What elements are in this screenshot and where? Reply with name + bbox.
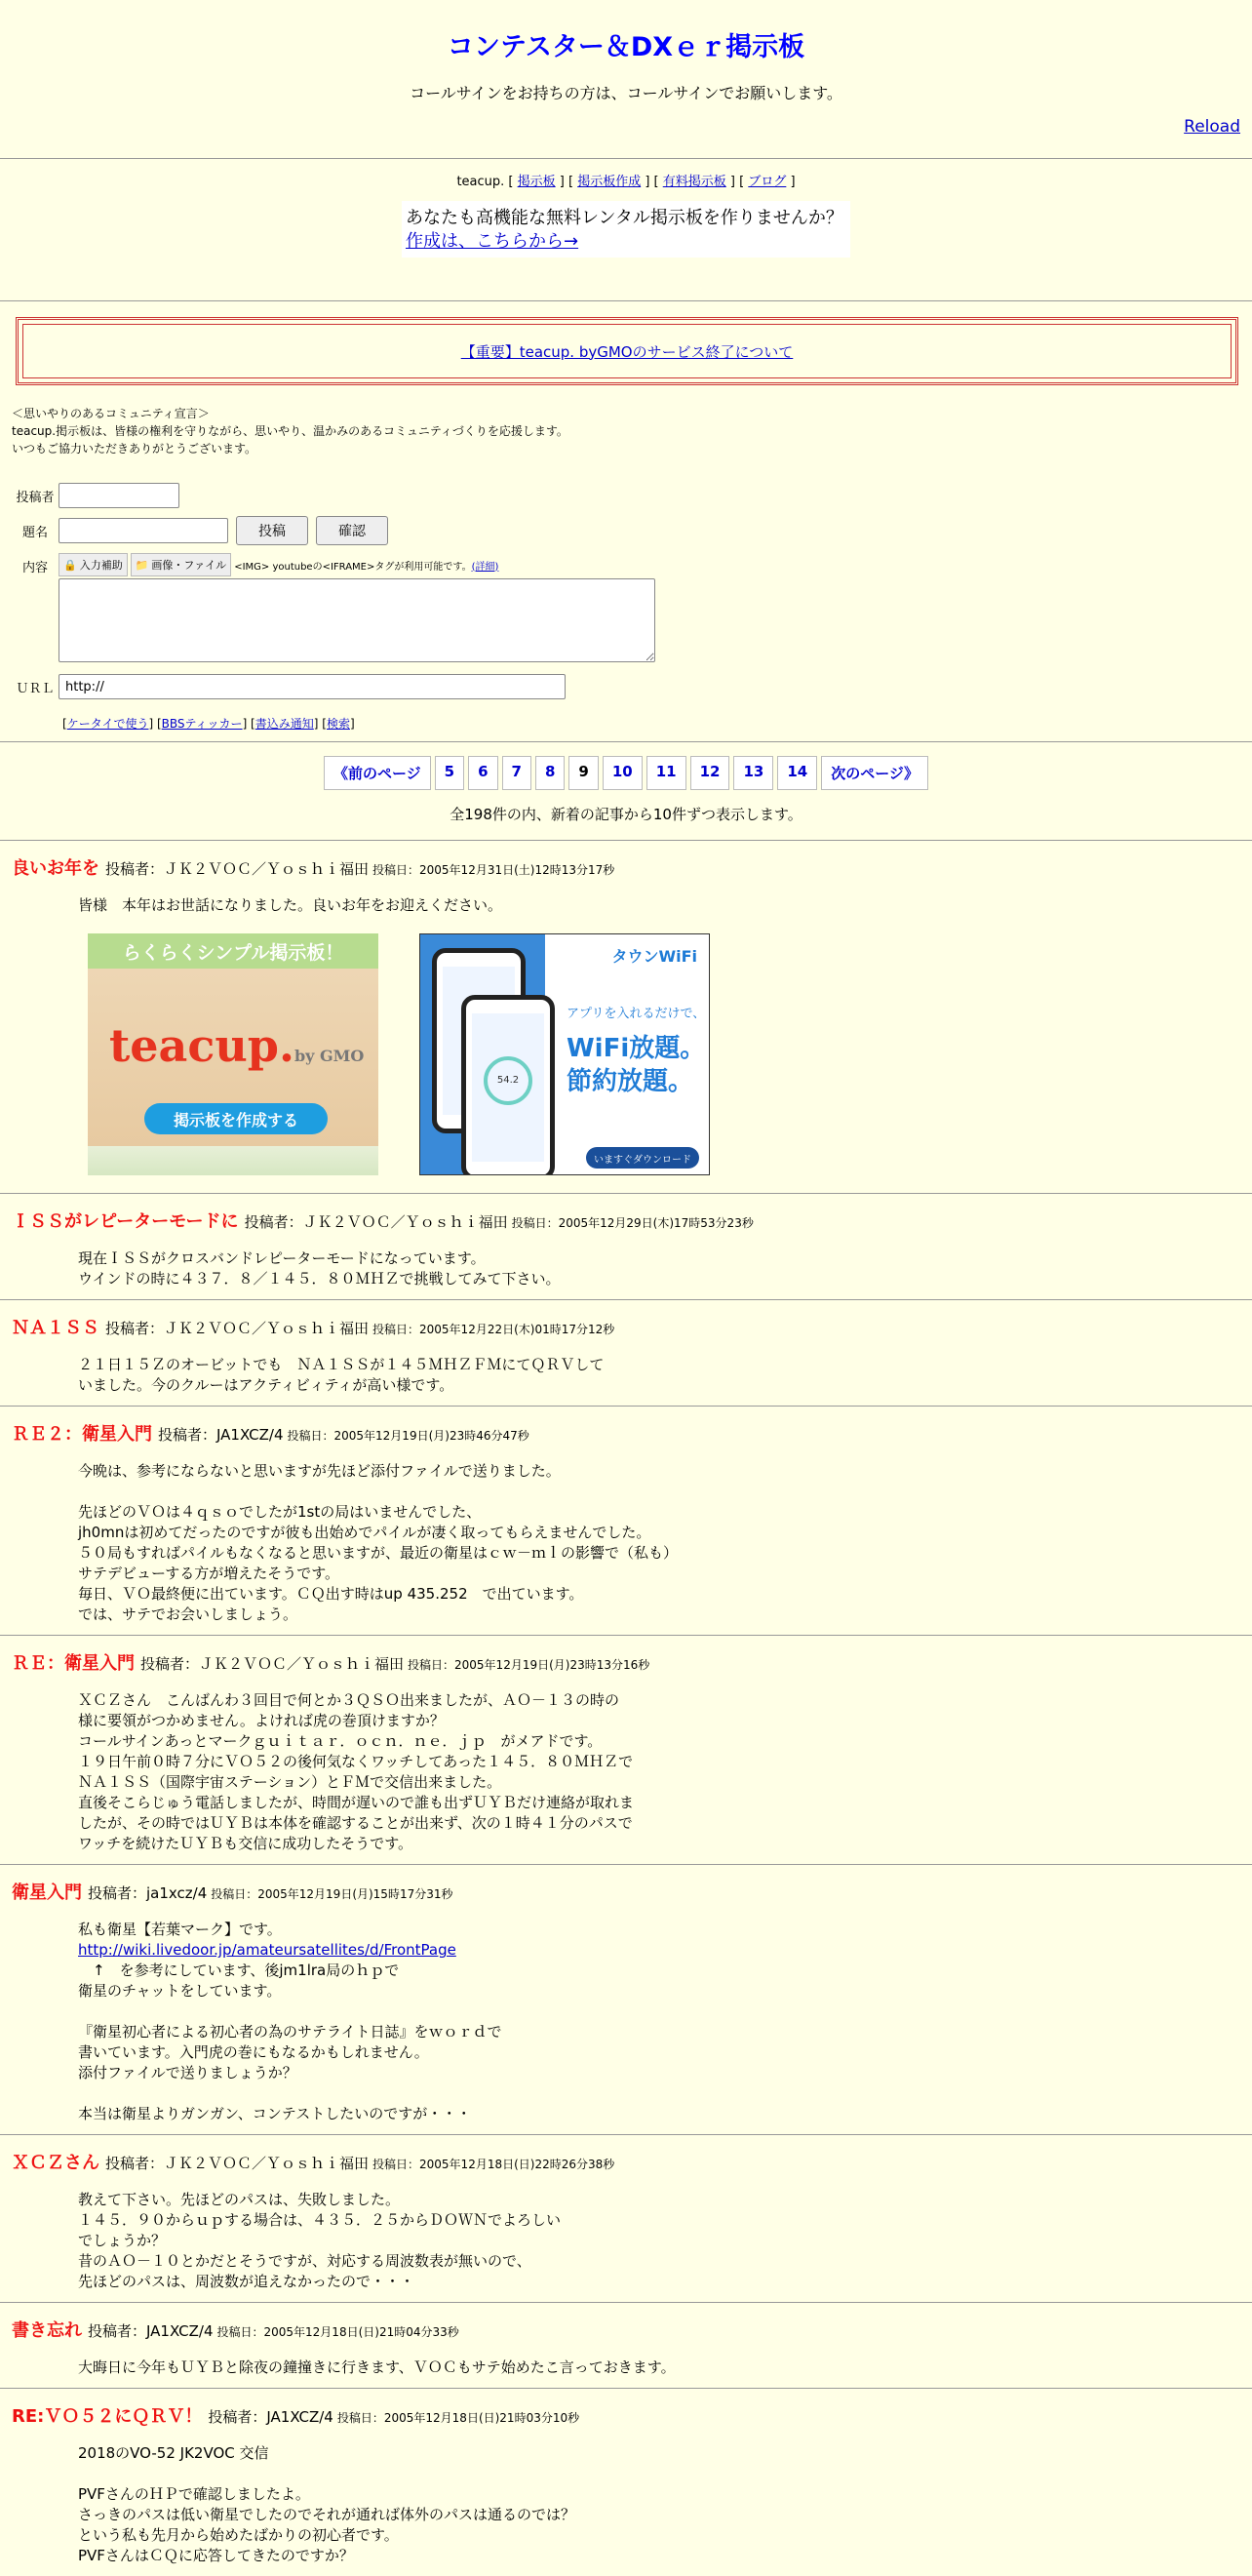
subject-row — [12, 516, 1240, 545]
post-header — [12, 2317, 1240, 2342]
post-date: 投稿日：2005年12月29日(木)17時53分23秒 — [511, 1216, 754, 1230]
post-author: 投稿者：ＪＫ２ＶＯＣ／Ｙｏｓｈｉ福田 — [244, 1213, 508, 1231]
nav-paid-link[interactable]: 有料掲示板 — [662, 175, 726, 189]
post-date: 投稿日：2005年12月19日(月)15時17分31秒 — [211, 1887, 453, 1901]
post-title: ＩＳＳがレピーターモードに — [12, 1211, 239, 1232]
post-line: ＸＣＺさん こんばんわ３回目で何とか３ＱＳＯ出来ましたが、ＡＯ－１３の時の — [78, 1691, 620, 1709]
post-author: 投稿者：JA1XCZ/4 — [208, 2408, 333, 2426]
post-body — [78, 2190, 1240, 2292]
post — [12, 1636, 1240, 1864]
post-line: 現在ＩＳＳがクロスバンドレピーターモードになっています。 — [78, 1249, 486, 1267]
post — [12, 1407, 1240, 1635]
speed-gauge: 54.2 — [484, 1056, 532, 1105]
post — [12, 1194, 1240, 1299]
confirm-button[interactable]: 確認 — [316, 516, 388, 545]
notice-box — [16, 317, 1238, 385]
post-line: さっきのパスは低い衛星でしたのでそれが通れば体外のパスは通るのでは？ — [78, 2506, 576, 2523]
mobile-link[interactable]: ケータイで使う — [66, 717, 149, 731]
post-line: ウインドの時に４３７．８／１４５．８０ＭＨＺで挑戦してみて下さい。 — [78, 1270, 561, 1288]
divider — [0, 158, 1252, 159]
content-label: 内容 — [21, 561, 48, 575]
post-body — [78, 1920, 1240, 2124]
post-line: 大晦日に今年もＵＹＢと除夜の鐘撞きに行きます、ＶＯＣもサテ始めたこ言っておきます。 — [78, 2358, 676, 2376]
search-link[interactable]: 検索 — [326, 717, 350, 731]
tag-detail-link[interactable]: (詳細) — [471, 561, 499, 573]
board-title: コンテスター＆DXｅｒ掲示板 — [447, 32, 805, 62]
post-line: でしょうか？ — [78, 2232, 167, 2249]
post-title: 衛星入門 — [12, 1882, 82, 1903]
post-line — [78, 1482, 1240, 1502]
post-line: いました。今のクルーはアクティビィティが高い様です。 — [78, 1376, 454, 1394]
post-date: 投稿日：2005年12月19日(月)23時13分16秒 — [408, 1658, 650, 1672]
url-label: ＵＲＬ — [16, 681, 55, 696]
submit-button[interactable]: 投稿 — [236, 516, 308, 545]
post-title: 書き忘れ — [12, 2320, 82, 2341]
post-line: 直後そこらじゅう電話しましたが、時間が遅いので誰も出ずＵＹＢだけ連絡が取れま — [78, 1794, 635, 1811]
author-label: 投稿者 — [16, 490, 55, 505]
post-line: サテデビューする方が増えたそうです。 — [78, 1565, 340, 1582]
post-title: ＸＣＺさん — [12, 2153, 99, 2173]
post-title: ＲＥ：衛星入門 — [12, 1653, 135, 1674]
post-line: という私も先月から始めたばかりの初心者です。 — [78, 2526, 399, 2544]
townwifi-logo: タウンWiFi — [611, 947, 697, 966]
post-line: １９日午前０時７分にＶＯ５２の後何気なくワッチしてあった１４５．８０ＭＨＺで — [78, 1753, 634, 1770]
post-line — [78, 2464, 1240, 2484]
page-6[interactable]: 6 — [468, 756, 497, 790]
post-line: 書いています。入門虎の巻にもなるかもしれません。 — [78, 2043, 429, 2061]
ad1-cta-button[interactable]: 掲示板を作成する — [144, 1103, 328, 1134]
post-header — [12, 2149, 1240, 2174]
promo-box — [402, 201, 850, 258]
post-body — [78, 2443, 1240, 2566]
community-declaration: ＜思いやりのあるコミュニティ宣言＞ teacup.掲示板は、皆様の権利を守りながら、思いやり、温かみのあるコミュニティづくりを応援します。 いつもご協力いただきありがとうございます。 — [12, 407, 568, 456]
post-author: 投稿者：ＪＫ２ＶＯＣ／Ｙｏｓｈｉ福田 — [105, 2155, 370, 2172]
divider — [0, 741, 1252, 742]
post-line: ↑ を参考にしています、後jm1lra局のｈｐで — [78, 1962, 400, 1979]
post-line: したが、その時ではＵＹＢは本体を確認することが出来ず、次の１時４１分のパスで — [78, 1814, 633, 1832]
nav-create-link[interactable]: 掲示板作成 — [577, 175, 642, 189]
post-line: 『衛星初心者による初心者の為のサテライト日誌』をｗｏｒｄで — [78, 2023, 502, 2041]
post-line: 添付ファイルで送りましょうか？ — [78, 2064, 297, 2081]
post-title: ＲＥ２：衛星入門 — [12, 1424, 152, 1445]
post-date: 投稿日：2005年12月19日(月)23時46分47秒 — [287, 1429, 529, 1443]
teacup-ad-banner[interactable] — [88, 933, 378, 1175]
post-line: 昔のＡＯ－１０とかだとそうですが、対応する周波数表が無いので、 — [78, 2252, 531, 2270]
post-line: 私も衛星【若葉マーク】です。 — [78, 1921, 282, 1938]
post-line: PVFさんはＣＱに応答してきたのですか？ — [78, 2547, 354, 2564]
divider — [0, 300, 1252, 301]
post-line: 先ほどのＶＯは４ｑｓｏでしたが1stの局はいませんでした、 — [78, 1503, 482, 1521]
post-body — [78, 1355, 1240, 1396]
post-date: 投稿日：2005年12月18日(日)21時03分10秒 — [336, 2411, 580, 2425]
post-line: 教えて下さい。先ほどのパスは、失敗しました。 — [78, 2191, 401, 2208]
page-14[interactable]: 14 — [777, 756, 817, 790]
folder-icon: 📁 — [135, 558, 149, 572]
page-8[interactable]: 8 — [535, 756, 565, 790]
count-text: 全198件の内、新着の記事から10件ずつ表示します。 — [450, 806, 802, 823]
ad2-message: アプリを入れるだけで、 — [567, 1007, 706, 1021]
post-body — [78, 1690, 1240, 1854]
nav-bbs-link[interactable]: 掲示板 — [517, 175, 556, 189]
post-header — [12, 854, 1240, 880]
post — [12, 1300, 1240, 1406]
post-author: 投稿者：ＪＫ２ＶＯＣ／Ｙｏｓｈｉ福田 — [105, 860, 370, 878]
lock-icon: 🔒 — [63, 558, 77, 572]
post-title: ＮＡ１ＳＳ — [12, 1318, 99, 1338]
post — [12, 1865, 1240, 2134]
post-list — [0, 841, 1252, 2576]
post-line: ＮＡ１ＳＳ（国際宇宙ステーション）とＦＭで交信出来ました。 — [78, 1773, 502, 1791]
ad1-decoration — [88, 1146, 378, 1175]
post-line: 本当は衛星よりガンガン、コンテストしたいのですが・・・ — [78, 2105, 472, 2122]
post-line: ２１日１５Ｚのオービットでも ＮＡ１ＳＳが１４５ＭＨＺＦＭにてＱＲＶして — [78, 1356, 605, 1373]
post-author: 投稿者：ja1xcz/4 — [88, 1884, 208, 1902]
post-body — [78, 1461, 1240, 1625]
post-line: 毎日、ＶＯ最終便に出ています。ＣＱ出す時はup 435.252 で出ています。 — [78, 1585, 584, 1603]
post-line: では、サテでお会いしましょう。 — [78, 1605, 298, 1623]
page-13[interactable]: 13 — [733, 756, 773, 790]
ad-banners — [88, 933, 1240, 1175]
post-author: 投稿者：ＪＫ２ＶＯＣ／Ｙｏｓｈｉ福田 — [140, 1655, 405, 1673]
next-page-button[interactable]: 次のページ》 — [821, 756, 928, 790]
post-body — [78, 2358, 1240, 2378]
nav-blog-link[interactable]: ブログ — [748, 175, 787, 189]
post-body — [78, 1248, 1240, 1289]
promo-text: あなたも高機能な無料レンタル掲示板を作りませんか？ — [406, 208, 843, 228]
notice-link[interactable]: 【重要】teacup. byGMOのサービス終了について — [460, 342, 794, 361]
post-author: 投稿者：ＪＫ２ＶＯＣ／Ｙｏｓｈｉ福田 — [105, 1320, 370, 1337]
ad2-headline: WiFi放題。 節約放題。 — [567, 1034, 706, 1096]
post-line: ５０局もすればパイルもなくなると思いますが、最近の衛星はｃｗ－ｍｌの影響で（私も） — [78, 1544, 679, 1562]
post-line: jh0mnは初めてだったのですが彼も出始めでパイルが凄く取ってもらえませんでした。 — [78, 1524, 651, 1541]
editor-toolbar — [59, 553, 655, 576]
post-line: 様に要領がつかめません。よければ虎の巻頂けますか？ — [78, 1712, 445, 1729]
ad1-top: らくらくシンプル掲示板！ — [88, 933, 378, 969]
post-link[interactable]: http://wiki.livedoor.jp/amateursatellites/d/FrontPage — [78, 1941, 456, 1959]
subject-input[interactable] — [59, 518, 228, 543]
post-date: 投稿日：2005年12月31日(土)12時13分17秒 — [372, 863, 615, 877]
post — [12, 2389, 1240, 2576]
post-header — [12, 1649, 1240, 1675]
url-row — [12, 674, 1240, 699]
post — [12, 841, 1240, 1193]
post-author: 投稿者：JA1XCZ/4 — [88, 2322, 214, 2340]
post-line: コールサインあっとマークｇｕｉｔａｒ．ｏｃｎ．ｎｅ．ｊｐ がメアドです。 — [78, 1732, 603, 1750]
pager — [0, 756, 1252, 790]
post-date: 投稿日：2005年12月18日(日)21時04分33秒 — [216, 2325, 459, 2339]
teacup-nav: teacup. [ 掲示板 ] [ 掲示板作成 ] [ 有料掲示板 ] [ ブログ ] — [456, 175, 796, 189]
download-button[interactable]: いますぐダウンロード — [586, 1147, 699, 1169]
post — [12, 2135, 1240, 2302]
post-header — [12, 1314, 1240, 1339]
phone-image — [461, 995, 555, 1175]
board-subtitle: コールサインをお持ちの方は、コールサインでお願いします。 — [410, 84, 842, 102]
post-header — [12, 1420, 1240, 1446]
post-author: 投稿者：JA1XCZ/4 — [158, 1426, 284, 1444]
page-12[interactable]: 12 — [690, 756, 730, 790]
page-7[interactable]: 7 — [502, 756, 531, 790]
subject-label: 題名 — [21, 525, 48, 540]
post-line — [78, 2083, 1240, 2104]
post-line: PVFさんのＨＰで確認しましたよ。 — [78, 2485, 310, 2503]
post-line: 2018のVO-52 JK2VOC 交信 — [78, 2444, 269, 2462]
notify-link[interactable]: 書込み通知 — [254, 717, 314, 731]
content-row — [12, 553, 1240, 666]
reload-link[interactable]: Reload — [1184, 117, 1240, 137]
post-line: 先ほどのパスは、周波数が追えなかったので・・・ — [78, 2273, 415, 2290]
image-file-button[interactable]: 📁 画像・ファイル — [131, 553, 231, 576]
post-date: 投稿日：2005年12月22日(木)01時17分12秒 — [372, 1323, 615, 1336]
ticker-link[interactable]: BBSティッカー — [161, 717, 243, 731]
post-line: ワッチを続けたＵＹＢも交信に成功したそうです。 — [78, 1835, 413, 1852]
author-input[interactable] — [59, 483, 179, 508]
post-line: 今晩は、参考にならないと思いますが先ほど添付ファイルで送りました。 — [78, 1462, 561, 1480]
page-5[interactable]: 5 — [435, 756, 464, 790]
promo-link[interactable]: 作成は、こちらから→ — [406, 231, 579, 252]
post-line — [78, 2001, 1240, 2022]
post-date: 投稿日：2005年12月18日(日)22時26分38秒 — [372, 2158, 615, 2171]
post-header — [12, 1879, 1240, 1904]
page-9-current: 9 — [568, 756, 598, 790]
tag-note: <IMG> youtubeの<IFRAME>タグが利用可能です。 — [234, 561, 472, 573]
footer-links: [ケータイで使う] [BBSティッカー] [書込み通知] [検索] — [62, 717, 355, 731]
post-line: 衛星のチャットをしています。 — [78, 1982, 282, 2000]
author-row — [12, 483, 1240, 508]
content-textarea[interactable] — [59, 578, 655, 662]
post-title: RE:ＶＯ５２にＱＲＶ！ — [12, 2406, 203, 2427]
url-input[interactable] — [59, 674, 566, 699]
post — [12, 2303, 1240, 2388]
post-header — [12, 1208, 1240, 1233]
teacup-logo: teacup.by GMO — [109, 1019, 365, 1072]
post-body — [78, 895, 1240, 916]
input-help-button[interactable]: 🔒 入力補助 — [59, 553, 128, 576]
post-title: 良いお年を — [12, 858, 99, 879]
page-10[interactable]: 10 — [603, 756, 643, 790]
page-11[interactable]: 11 — [646, 756, 686, 790]
post-header — [12, 2402, 1240, 2428]
post-line: 皆様 本年はお世話になりました。良いお年をお迎えください。 — [78, 896, 503, 914]
townwifi-ad-banner[interactable] — [419, 933, 710, 1175]
prev-page-button[interactable]: 《前のページ — [324, 756, 431, 790]
post-line: １４５．９０からｕｐする場合は、４３５．２５からＤＯＷＮでよろしい — [78, 2211, 562, 2229]
